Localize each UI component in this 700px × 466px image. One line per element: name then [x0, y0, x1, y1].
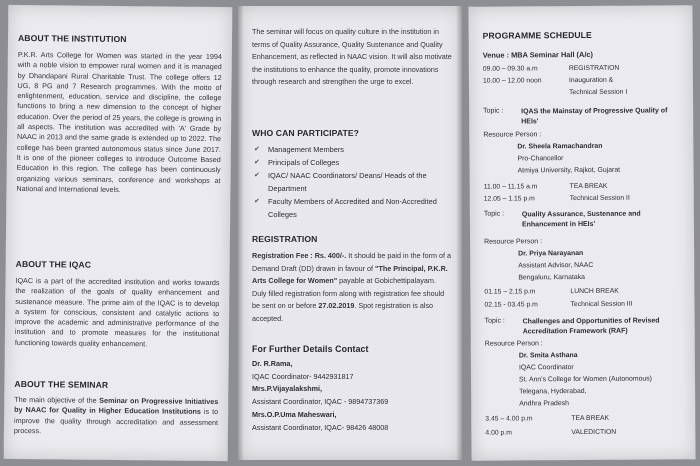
topic-text: IQAS the Mainstay of Progressive Quality of HEIs' [521, 107, 668, 126]
resource-name: Dr. Sheela Ramachandran [517, 142, 603, 151]
resource-detail: IQAC Coordinator [518, 364, 574, 372]
schedule-time: 12.05 – 1.15 p.m [483, 195, 535, 203]
panel-left [4, 5, 233, 461]
schedule-time: 02.15 - 03.45 p.m [484, 301, 538, 309]
schedule-row [482, 63, 683, 73]
schedule-time: 01.15 – 2.15 p.m [484, 288, 536, 296]
resource-name: Dr. Smita Asthana [518, 352, 578, 360]
schedule-event: TEA BREAK [569, 182, 608, 191]
schedule-row [483, 193, 684, 203]
participant-item [252, 156, 452, 169]
resource-detail: Atmiya University, Rajkot, Gujarat [517, 166, 621, 175]
participate-section [252, 128, 452, 221]
topic-text: Quality Assurance, Sustenance and Enhancement in HEIs' [521, 210, 641, 229]
schedule-row [485, 413, 685, 423]
schedule-event: TEA BREAK [571, 414, 610, 423]
participant-item [252, 143, 452, 156]
resource-person-1 [483, 130, 683, 175]
about-iqac-text: IQAC is a part of the accredited institution and works towards the realization of the goals of quality enhancement and sustenance measure. The prime aim of the IQAC is to develop a system for conscious, consistent and catalytic actions to improve the academic and administrative performance of the institution and to promote measures for the institutional functioning towards quality enhancement. [14, 275, 220, 349]
contact-name [252, 409, 452, 422]
registration-heading: REGISTRATION [252, 234, 318, 244]
panel-middle [238, 6, 462, 460]
about-iqac-section [15, 259, 220, 350]
schedule-heading: PROGRAMME SCHEDULE [482, 29, 592, 41]
schedule-row [483, 181, 684, 191]
registration-text-part: payable at Gobichettipalayam. Duly filled registration form along with registration fee should be sent on or before [252, 276, 445, 311]
resource-name: Dr. Priya Narayanan [518, 249, 584, 258]
schedule-row [483, 87, 683, 97]
contact-name [252, 358, 452, 371]
fold-shadow [238, 6, 244, 460]
about-iqac-heading: ABOUT THE IQAC [15, 258, 92, 270]
checkmark-icon: ✔ [254, 172, 260, 179]
resource-detail: Bengaluru, Karnataka [518, 273, 585, 282]
registration-text [252, 250, 452, 326]
contact-name [252, 383, 452, 396]
contact-list [252, 358, 452, 434]
registration-section [252, 234, 452, 326]
about-institution-text: P.K.R. Arts College for Women was started in the year 1994 with a noble vision to empower rural women and it is managed by Dhandapani Rural Charitable Trust. The college offers 12 UG, 8 PG and 7 Research programmes. With the motto of enlightenment, education, service and discipline, the college functions to bring a new dimension to the concept of higher education. Over the period of 25 years, the college is growing in all aspects. The institution was accredited with 'A' Grade by NAAC in 2013 and the same grade is extended up to 2022. The college has been granted autonomous status since June 2017. It is one of the pioneer colleges to introduce Outcome Based Education in this region. The college has been continuously organizing various seminars, conference and workshops at National and International levels. [16, 49, 222, 194]
participant-item [252, 195, 452, 221]
schedule-time: 10.00 – 12.00 noon [482, 77, 542, 85]
participant-label: Principals of Colleges [268, 158, 340, 167]
schedule-row [484, 299, 684, 309]
schedule-time: 3.45 – 4.00 p.m [485, 415, 533, 423]
contact-heading: For Further Details Contact [252, 344, 369, 354]
fold-shadow [456, 6, 462, 460]
checkmark-icon: ✔ [254, 146, 260, 153]
topic-label: Topic : [483, 210, 505, 218]
participate-heading: WHO CAN PARTICIPATE? [252, 128, 360, 138]
resource-detail: Pro-Chancellor [517, 155, 564, 163]
participant-item [252, 169, 452, 195]
about-seminar-text [14, 395, 218, 438]
topic-1 [483, 106, 683, 129]
resource-person-3 [484, 339, 685, 408]
payee-name: "The Principal, P.K.R. Arts College for Women" [252, 263, 448, 286]
contact-role: Assistant Coordinator, IQAC - 9894737369 [252, 397, 389, 407]
schedule-time: 11.00 – 11.15 a.m [483, 183, 538, 191]
schedule-event: VALEDICTION [571, 428, 617, 437]
participant-list [252, 143, 452, 221]
panel-right [468, 5, 695, 461]
schedule-row [485, 427, 685, 437]
resource-label: Resource Person : [484, 238, 543, 246]
contact-name-text: Mrs.O.P.Uma Maheswari, [252, 409, 337, 419]
venue: Venue : MBA Seminar Hall (A/c) [482, 49, 593, 60]
about-seminar-heading: ABOUT THE SEMINAR [14, 378, 109, 390]
contact-role: Assistant Coordinator, IQAC- 98426 48008 [252, 422, 389, 432]
schedule-time: 4.00 p.m [485, 429, 512, 437]
seminar-text-part: is to improve the quality through accreditation and assessment process. [13, 407, 219, 436]
registration-deadline: 27.02.2019 [318, 301, 355, 311]
resource-label: Resource Person : [484, 340, 543, 348]
checkmark-icon: ✔ [254, 198, 260, 205]
schedule-row [484, 286, 684, 296]
registration-text-part: It should be paid in the form of a Demand Draft (DD) drawn in favour of [252, 251, 451, 273]
seminar-text-part: The main objective of the [14, 394, 100, 405]
resource-label: Resource Person : [483, 131, 542, 139]
schedule-event: Technical Session II [569, 194, 630, 203]
about-institution-section [16, 33, 222, 196]
participant-label: IQAC/ NAAC Coordinators/ Deans/ Heads of the Department [268, 171, 427, 193]
schedule-event: REGISTRATION [568, 64, 620, 73]
contact-role: IQAC Coordinator- 9442931817 [252, 371, 354, 381]
resource-detail: St. Ann's College for Women (Autonomous) [518, 375, 652, 384]
resource-detail: Andhra Pradesh [519, 400, 570, 408]
topic-label: Topic : [484, 317, 505, 325]
participant-label: Faculty Members of Accredited and Non-Accredited Colleges [268, 197, 437, 219]
resource-person-2 [484, 237, 684, 282]
topic-text: Challenges and Opportunities of Revised Accreditation Framework (RAF) [522, 317, 660, 336]
contact-section [252, 344, 452, 434]
schedule-event: Technical Session III [570, 300, 633, 309]
checkmark-icon: ✔ [254, 159, 260, 166]
topic-2 [484, 209, 684, 232]
schedule-event: LUNCH BREAK [570, 287, 619, 296]
seminar-title-bold: Seminar on Progressive Initiatives by NAAC for Quality in Higher Education Institutions [14, 395, 219, 417]
registration-text-part: . Spot registration is also accepted. [252, 301, 434, 323]
contact-name-text: Dr. R.Rama, [252, 359, 293, 368]
registration-fee: Registration Fee : Rs. 400/-. [252, 251, 347, 260]
schedule-row [482, 75, 683, 85]
schedule-event: Inauguration & [568, 76, 614, 85]
participant-label: Management Members [268, 145, 344, 154]
resource-detail: Telegana, Hyderabad, [519, 387, 587, 396]
topic-3 [485, 316, 685, 339]
about-institution-heading: ABOUT THE INSTITUTION [17, 32, 127, 45]
schedule-time: 09.00 – 09.30 a.m [482, 65, 538, 73]
contact-name-text: Mrs.P.Vijayalakshmi, [252, 384, 323, 394]
seminar-intro-text: The seminar will focus on quality culture in the institution in terms of Quality Assurance, Quality Sustenance and Quality Enhancement, as reflected in NAAC vision. It will also motivate the institutions to enhance the quality, promote innovations through research and strengthen the urge to excel. [252, 27, 452, 87]
seminar-intro-section [252, 26, 452, 89]
topic-label: Topic : [483, 107, 504, 115]
about-seminar-section [14, 379, 219, 438]
resource-detail: Assistant Advisor, NAAC [518, 261, 594, 270]
schedule-event: Technical Session I [568, 88, 628, 97]
